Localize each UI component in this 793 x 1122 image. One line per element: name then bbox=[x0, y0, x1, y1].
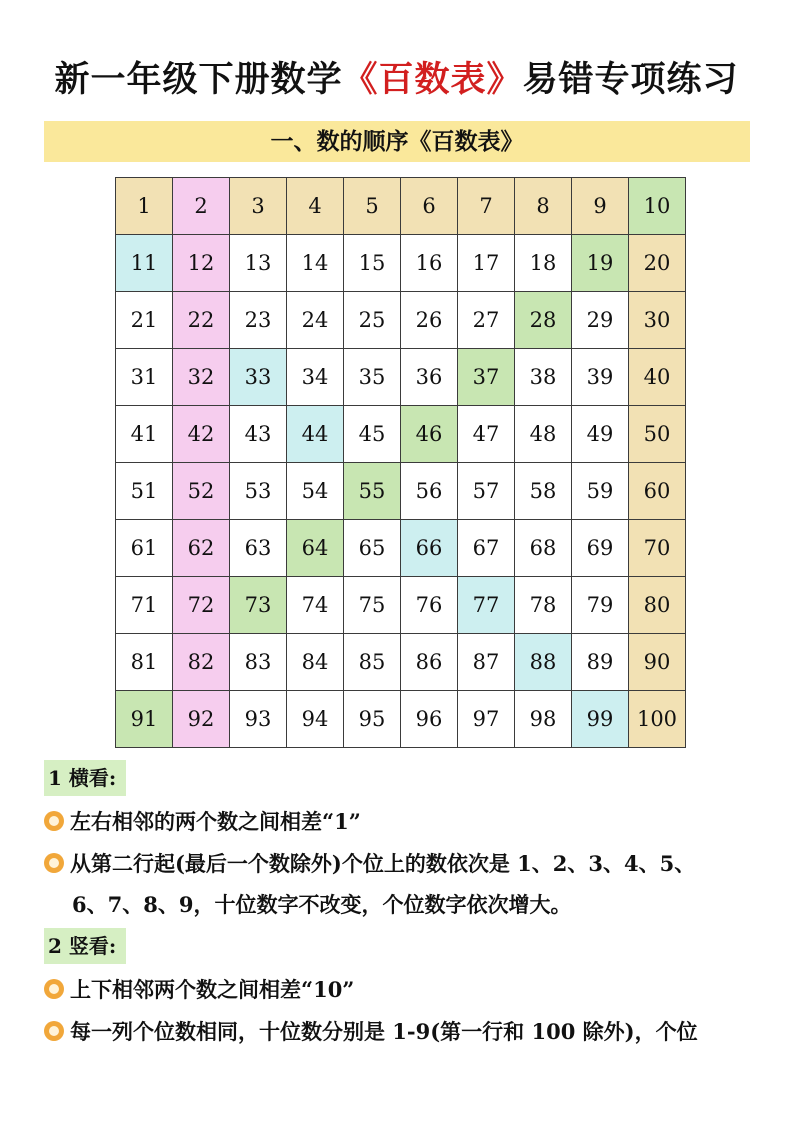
section1-bullet2 bbox=[44, 848, 695, 878]
number-cell: 61 bbox=[116, 520, 173, 577]
number-cell: 82 bbox=[173, 634, 230, 691]
number-cell: 16 bbox=[401, 235, 458, 292]
number-cell: 31 bbox=[116, 349, 173, 406]
number-cell: 9 bbox=[572, 178, 629, 235]
table-row bbox=[116, 634, 686, 691]
number-cell: 3 bbox=[230, 178, 287, 235]
number-cell: 91 bbox=[116, 691, 173, 748]
number-cell: 69 bbox=[572, 520, 629, 577]
number-cell: 47 bbox=[458, 406, 515, 463]
number-cell: 100 bbox=[629, 691, 686, 748]
number-cell: 94 bbox=[287, 691, 344, 748]
section1-bullet1-text: 左右相邻的两个数之间相差“1” bbox=[70, 809, 361, 834]
number-cell: 22 bbox=[173, 292, 230, 349]
section1-bullet2-cont: 6、7、8、9，十位数字不改变，个位数字依次增大。 bbox=[72, 892, 572, 917]
table-row bbox=[116, 235, 686, 292]
number-cell: 56 bbox=[401, 463, 458, 520]
number-cell: 88 bbox=[515, 634, 572, 691]
number-cell: 12 bbox=[173, 235, 230, 292]
section2-heading: 2 竖看: bbox=[44, 928, 126, 964]
section2-bullet2-text: 每一列个位数相同，十位数分别是 1-9(第一行和 100 除外)，个位 bbox=[70, 1019, 698, 1044]
number-cell: 40 bbox=[629, 349, 686, 406]
number-cell: 21 bbox=[116, 292, 173, 349]
number-cell: 57 bbox=[458, 463, 515, 520]
number-cell: 32 bbox=[173, 349, 230, 406]
table-row bbox=[116, 292, 686, 349]
number-cell: 71 bbox=[116, 577, 173, 634]
number-cell: 84 bbox=[287, 634, 344, 691]
number-cell: 34 bbox=[287, 349, 344, 406]
bullet-flower-icon bbox=[44, 979, 64, 999]
number-cell: 80 bbox=[629, 577, 686, 634]
number-cell: 50 bbox=[629, 406, 686, 463]
section2-bullet1-text: 上下相邻两个数之间相差“10” bbox=[70, 977, 355, 1002]
number-cell: 60 bbox=[629, 463, 686, 520]
number-cell: 25 bbox=[344, 292, 401, 349]
number-cell: 45 bbox=[344, 406, 401, 463]
number-cell: 10 bbox=[629, 178, 686, 235]
number-cell: 1 bbox=[116, 178, 173, 235]
number-cell: 35 bbox=[344, 349, 401, 406]
section1-bullet1 bbox=[44, 806, 361, 836]
number-cell: 93 bbox=[230, 691, 287, 748]
number-cell: 70 bbox=[629, 520, 686, 577]
number-cell: 97 bbox=[458, 691, 515, 748]
number-cell: 77 bbox=[458, 577, 515, 634]
section2-bullet1 bbox=[44, 974, 354, 1004]
number-cell: 27 bbox=[458, 292, 515, 349]
number-cell: 11 bbox=[116, 235, 173, 292]
number-cell: 17 bbox=[458, 235, 515, 292]
number-cell: 42 bbox=[173, 406, 230, 463]
section1-bullet2-text: 从第二行起(最后一个数除外)个位上的数依次是 1、2、3、4、5、 bbox=[70, 851, 696, 876]
number-cell: 4 bbox=[287, 178, 344, 235]
number-cell: 89 bbox=[572, 634, 629, 691]
title-highlight: 《百数表》 bbox=[342, 60, 523, 100]
table-row bbox=[116, 178, 686, 235]
number-cell: 99 bbox=[572, 691, 629, 748]
number-cell: 41 bbox=[116, 406, 173, 463]
number-cell: 36 bbox=[401, 349, 458, 406]
title-suffix: 易错专项练习 bbox=[522, 60, 739, 100]
number-cell: 58 bbox=[515, 463, 572, 520]
number-cell: 13 bbox=[230, 235, 287, 292]
number-cell: 5 bbox=[344, 178, 401, 235]
number-cell: 44 bbox=[287, 406, 344, 463]
number-cell: 53 bbox=[230, 463, 287, 520]
number-cell: 8 bbox=[515, 178, 572, 235]
bullet-flower-icon bbox=[44, 811, 64, 831]
number-cell: 18 bbox=[515, 235, 572, 292]
table-row bbox=[116, 463, 686, 520]
number-cell: 64 bbox=[287, 520, 344, 577]
number-cell: 95 bbox=[344, 691, 401, 748]
number-cell: 90 bbox=[629, 634, 686, 691]
number-cell: 7 bbox=[458, 178, 515, 235]
number-cell: 76 bbox=[401, 577, 458, 634]
number-cell: 86 bbox=[401, 634, 458, 691]
section1-heading: 1 横看: bbox=[44, 760, 126, 796]
number-cell: 49 bbox=[572, 406, 629, 463]
number-cell: 30 bbox=[629, 292, 686, 349]
number-cell: 98 bbox=[515, 691, 572, 748]
table-row bbox=[116, 691, 686, 748]
number-cell: 48 bbox=[515, 406, 572, 463]
number-cell: 15 bbox=[344, 235, 401, 292]
number-cell: 43 bbox=[230, 406, 287, 463]
number-cell: 87 bbox=[458, 634, 515, 691]
number-cell: 38 bbox=[515, 349, 572, 406]
bullet-flower-icon bbox=[44, 853, 64, 873]
number-cell: 14 bbox=[287, 235, 344, 292]
number-cell: 72 bbox=[173, 577, 230, 634]
number-cell: 96 bbox=[401, 691, 458, 748]
number-cell: 52 bbox=[173, 463, 230, 520]
number-cell: 24 bbox=[287, 292, 344, 349]
number-cell: 62 bbox=[173, 520, 230, 577]
table-row bbox=[116, 577, 686, 634]
bullet-flower-icon bbox=[44, 1021, 64, 1041]
number-cell: 75 bbox=[344, 577, 401, 634]
hundred-chart bbox=[115, 177, 686, 748]
number-cell: 66 bbox=[401, 520, 458, 577]
number-cell: 73 bbox=[230, 577, 287, 634]
number-cell: 46 bbox=[401, 406, 458, 463]
number-cell: 63 bbox=[230, 520, 287, 577]
number-cell: 92 bbox=[173, 691, 230, 748]
number-cell: 37 bbox=[458, 349, 515, 406]
number-cell: 65 bbox=[344, 520, 401, 577]
number-cell: 2 bbox=[173, 178, 230, 235]
page-title bbox=[0, 52, 793, 102]
hundred-chart-body bbox=[116, 178, 686, 748]
section2-bullet2 bbox=[44, 1016, 698, 1046]
number-cell: 6 bbox=[401, 178, 458, 235]
number-cell: 51 bbox=[116, 463, 173, 520]
number-cell: 33 bbox=[230, 349, 287, 406]
number-cell: 67 bbox=[458, 520, 515, 577]
number-cell: 59 bbox=[572, 463, 629, 520]
number-cell: 83 bbox=[230, 634, 287, 691]
number-cell: 55 bbox=[344, 463, 401, 520]
number-cell: 29 bbox=[572, 292, 629, 349]
number-cell: 54 bbox=[287, 463, 344, 520]
number-cell: 23 bbox=[230, 292, 287, 349]
number-cell: 74 bbox=[287, 577, 344, 634]
table-row bbox=[116, 349, 686, 406]
table-row bbox=[116, 406, 686, 463]
number-cell: 39 bbox=[572, 349, 629, 406]
number-cell: 79 bbox=[572, 577, 629, 634]
section-title-bar: 一、数的顺序《百数表》 bbox=[44, 121, 750, 162]
number-cell: 68 bbox=[515, 520, 572, 577]
table-row bbox=[116, 520, 686, 577]
number-cell: 81 bbox=[116, 634, 173, 691]
number-cell: 85 bbox=[344, 634, 401, 691]
number-cell: 26 bbox=[401, 292, 458, 349]
title-prefix: 新一年级下册数学 bbox=[54, 60, 343, 100]
number-cell: 28 bbox=[515, 292, 572, 349]
number-cell: 20 bbox=[629, 235, 686, 292]
number-cell: 19 bbox=[572, 235, 629, 292]
number-cell: 78 bbox=[515, 577, 572, 634]
